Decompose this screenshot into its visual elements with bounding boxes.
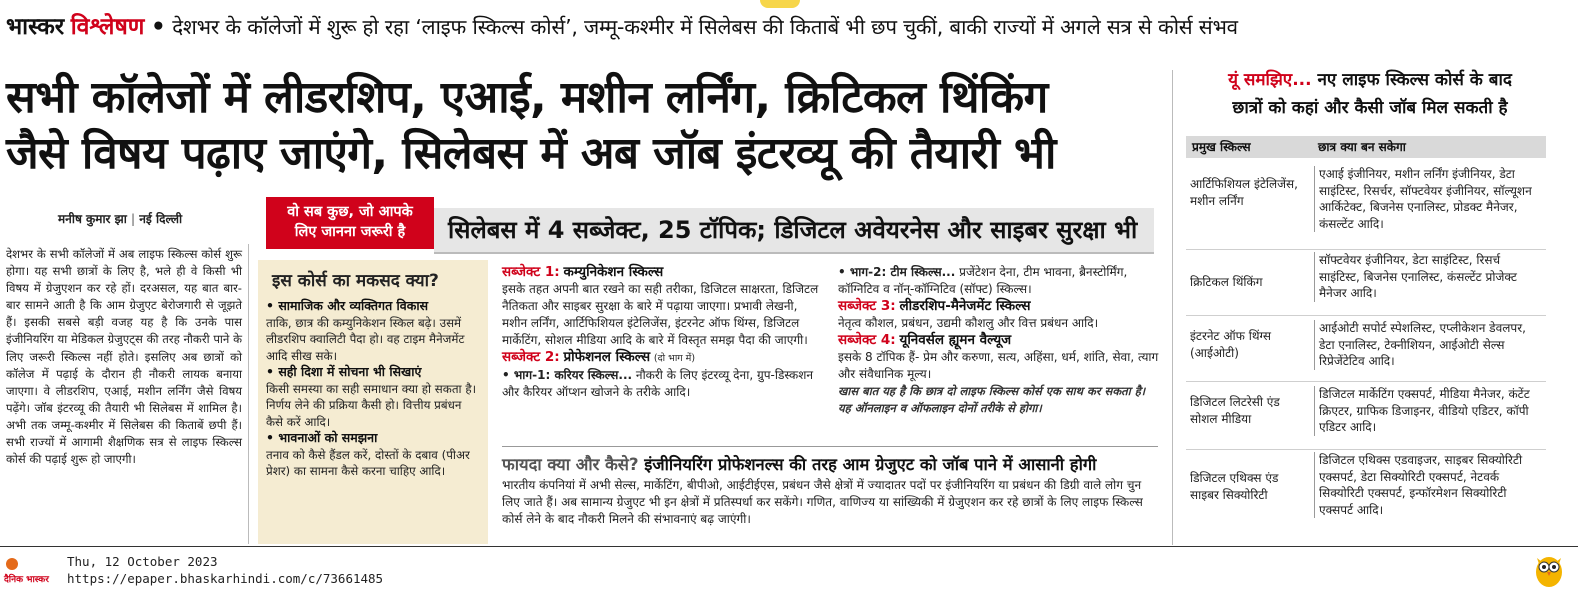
- column-divider: [248, 244, 249, 544]
- table-cell-jobs: डिजिटल मार्केटिंग एक्सपर्ट, मीडिया मैनेजर, कंटेंट क्रिएटर, ग्राफिक डिजाइनर, वीडियो एडिटर, कॉपी एडिटर आदि।: [1314, 386, 1542, 436]
- purpose-point-3-text: तनाव को कैसे हैंडल करें, दोस्तों के दबाव (पीअर प्रेशर) का सामना कैसे करना चाहिए आदि।: [266, 447, 470, 478]
- subject-1-label: सब्जेक्ट 1:: [502, 264, 560, 280]
- purpose-point-1-text: ताकि, छात्र की कम्युनिकेशन स्किल बढ़े। उसमें लीडरशिप क्वालिटी पैदा हो। वह टाइम मैनेजमेंट आदि सीख सके।: [266, 315, 465, 363]
- info-red-box: [266, 197, 434, 249]
- benefit-question: फायदा क्या और कैसे?: [502, 455, 639, 474]
- purpose-box: [258, 260, 488, 544]
- subject-4-text: इसके 8 टॉपिक हैं- प्रेम और करुणा, सत्य, अहिंसा, धर्म, शांति, सेवा, त्याग और संवैधानिक मूल्य।: [838, 350, 1159, 381]
- purpose-point-1-head: • सामाजिक और व्यक्तिगत विकास: [266, 298, 429, 313]
- benefit-section: [502, 446, 1158, 544]
- red-box-line-2: लिए जानना जरूरी है: [294, 224, 406, 240]
- subhead-bar: सिलेबस में 4 सब्जेक्ट, 25 टॉपिक; डिजिटल अवेयरनेस और साइबर सुरक्षा भी: [434, 208, 1154, 254]
- byline: [58, 210, 182, 227]
- main-headline: [6, 70, 1166, 182]
- brand-section: विश्लेषण: [70, 14, 145, 40]
- subject-2-label: सब्जेक्ट 2:: [502, 349, 560, 365]
- table-cell-skill: आर्टिफिशियल इंटेलिजेंस, मशीन लर्निंग: [1190, 177, 1298, 208]
- footer-url[interactable]: https://epaper.bhaskarhindi.com/c/73661485: [67, 571, 384, 586]
- subject-4-label: सब्जेक्ट 4:: [838, 332, 896, 348]
- byline-separator: |: [131, 212, 136, 226]
- table-cell-skill: इंटरनेट ऑफ थिंग्स (आईओटी): [1190, 329, 1271, 360]
- byline-place: नई दिल्ली: [139, 212, 183, 226]
- footer-logo: दैनिक भास्कर: [4, 575, 49, 585]
- sidebar-title-line-2: छात्रों को कहां और कैसी जॉब मिल सकती है: [1232, 98, 1508, 118]
- table-cell-skill: डिजिटल एथिक्स एंड साइबर सिक्योरिटी: [1190, 471, 1279, 502]
- table-row: [1186, 382, 1546, 450]
- subjects-column-1: [502, 264, 820, 401]
- table-row: [1186, 164, 1546, 250]
- header-line: [6, 14, 1576, 40]
- subject-1-title: कम्युनिकेशन स्किल्स: [563, 264, 664, 280]
- table-col-skills: प्रमुख स्किल्स: [1192, 140, 1251, 154]
- red-box-line-1: वो सब कुछ, जो आपके: [287, 204, 413, 220]
- table-cell-skill: डिजिटल लिटरेसी एंड सोशल मीडिया: [1190, 395, 1280, 426]
- brand-name: भास्कर: [6, 14, 65, 40]
- subject-2-title: प्रोफेशनल स्किल्स: [563, 349, 651, 365]
- purpose-title: इस कोर्स का मकसद क्या?: [272, 271, 439, 291]
- footer-rule: [0, 546, 1578, 547]
- owl-mascot-icon: [1534, 552, 1564, 588]
- table-row: [1186, 316, 1546, 382]
- table-cell-skill: क्रिटिकल थिंकिंग: [1190, 275, 1263, 289]
- part-1-text: नौकरी के लिए इंटरव्यू देना, ग्रुप-डिस्कशन और कैरियर ऑप्शन खोजने के तरीके आदि।: [502, 368, 814, 399]
- subjects-column-2: [838, 264, 1160, 417]
- table-cell-jobs: सॉफ्टवेयर इंजीनियर, डेटा साइंटिस्ट, रिसर्च साइंटिस्ट, बिजनेस एनालिस्ट, कंसल्टेंट प्रोजेक्ट मैनेजर आदि।: [1314, 252, 1542, 302]
- header-bullet: •: [150, 14, 166, 40]
- subject-1-text: इसके तहत अपनी बात रखने का सही तरीका, डिजिटल साक्षरता, डिजिटल नैतिकता और साइबर सुरक्षा के बारे में पढ़ाया जाएगा। प्रभावी लेखनी, मशीन लर्निंग, आर्टिफिशियल इंटेलिजेंस, इंटरनेट ऑफ थिंग्स, डिजिटल मार्केटिंग, सोशल मीडिया आदि के बारे में विस्तृत समझ पैदा की जाएगी।: [502, 282, 819, 347]
- table-row: [1186, 250, 1546, 316]
- footer-date: Thu, 12 October 2023: [67, 554, 218, 569]
- table-cell-jobs: आईओटी सपोर्ट स्पेशलिस्ट, एप्लीकेशन डेवलपर, डेटा एनालिस्ट, टेक्नीशियन, आईओटी सेल्स रिप्रेजेंटेटिव आदि।: [1314, 320, 1542, 370]
- table-cell-jobs: एआई इंजीनियर, मशीन लर्निंग इंजीनियर, डेटा साइंटिस्ट, रिसर्चर, सॉफ्टवेयर इंजीनियर, सॉल्यूशन आर्किटेक्ट, बिजनेस एनालिस्ट, प्रोडक्ट मैनेजर, कंसल्टेंट आदि।: [1314, 166, 1542, 232]
- purpose-point-3-head: • भावनाओं को समझना: [266, 430, 378, 445]
- sidebar-title-red: यूं समझिए...: [1228, 70, 1312, 90]
- table-col-jobs: छात्र क्या बन सकेगा: [1318, 140, 1406, 154]
- purpose-point-2-text: किसी समस्या का सही समाधान क्या हो सकता है। निर्णय लेने की प्रक्रिया कैसी हो। वित्तीय प्रबंधन कैसे करें आदि।: [266, 381, 477, 429]
- special-note: खास बात यह है कि छात्र दो लाइफ स्किल्स कोर्स एक साथ कर सकता है। यह ऑनलाइन व ऑफलाइन दोनों तरीके से होगा।: [838, 384, 1146, 415]
- headline-line-1: सभी कॉलेजों में लीडरशिप, एआई, मशीन लर्निंग, क्रिटिकल थिंकिंग: [6, 72, 1048, 123]
- logo-sun-icon: [6, 558, 18, 570]
- subject-3-title: लीडरशिप-मैनेजमेंट स्किल्स: [899, 298, 1031, 314]
- benefit-text: भारतीय कंपनियां में अभी सेल्स, मार्केटिंग, बीपीओ, आईटीईएस, प्रबंधन जैसे क्षेत्रों में ज्यादातर पदों पर इंजीनियरिंग या प्रबंधन की डिग्री वाले लोग चुन लिए जाते हैं। अब सामान्य ग्रेजुएट भी इन क्षेत्रों में प्रतिस्पर्धा कर सकेंगे। गणित, वाणिज्य या सांख्यिकी में ग्रेजुएशन कर रहे छात्रों के लिए लाइफ स्किल्स कोर्स लेने के बाद नौकरी मिलने की संभावनाएं बढ़ जाएंगी।: [502, 478, 1143, 526]
- left-column-text: देशभर के सभी कॉलेजों में अब लाइफ स्किल्स कोर्स शुरू होगा। यह सभी छात्रों के लिए है, भले ही वे किसी भी विषय में ग्रेजुएशन कर रहे हों। दरअसल, यह बात बार-बार सामने आती है कि आम ग्रेजुएट बेरोजगारी से जूझते हैं। इसकी सबसे बड़ी वजह यह है कि उनके पास इंजीनियरिंग या मेडिकल ग्रेजुएट्स की तरह नौकरी पाने के लिए जरूरी स्किल्स नहीं होते। इसलिए अब छात्रों को कॉलेज में पढ़ाई के दौरान ही नौकरी लायक बनाया जाएगा। वे लीडरशिप, एआई, मशीन लर्निंग जैसे विषय पढ़ेंगे। जॉब इंटरव्यू की तैयारी भी सिलेबस में शामिल है। अभी तक जम्मू-कश्मीर में सिलेबस की किताबें छपी हैं। सभी राज्यों में आगामी शैक्षणिक सत्र से लाइफ स्किल्स कोर्स की पढ़ाई शुरू हो जाएगी।: [6, 247, 242, 467]
- subject-2-note: (दो भाग में): [653, 353, 696, 364]
- kicker-text: देशभर के कॉलेजों में शुरू हो रहा ‘लाइफ स्किल्स कोर्स’, जम्मू-कश्मीर में सिलेबस की किताबें भी छप चुकीं, बाकी राज्यों में अगले सत्र से कोर्स संभव: [172, 15, 1238, 39]
- table-row: [1186, 450, 1546, 536]
- sun-decoration: [760, 0, 800, 8]
- subject-3-label: सब्जेक्ट 3:: [838, 298, 896, 314]
- benefit-headline: इंजीनियरिंग प्रोफेशनल्स की तरह आम ग्रेजुएट को जॉब पाने में आसानी होगी: [644, 455, 1097, 474]
- subject-4-title: यूनिवर्सल ह्यूमन वैल्यूज: [899, 332, 1012, 348]
- sidebar-divider: [1172, 70, 1173, 545]
- part-1-head: • भाग-1: करियर स्किल्स...: [502, 368, 633, 382]
- byline-author: मनीष कुमार झा: [58, 212, 127, 226]
- benefit-heading: [502, 453, 1158, 477]
- headline-line-2: जैसे विषय पढ़ाए जाएंगे, सिलेबस में अब जॉब इंटरव्यू की तैयारी भी: [6, 128, 1056, 179]
- sidebar-title-rest: नए लाइफ स्किल्स कोर्स के बाद: [1317, 70, 1512, 90]
- skills-table-header: [1186, 136, 1546, 158]
- table-cell-jobs: डिजिटल एथिक्स एडवाइजर, साइबर सिक्योरिटी एक्सपर्ट, डेटा सिक्योरिटी एक्सपर्ट, नेटवर्क सिक्योरिटी एक्सपर्ट, इन्फॉरमेशन सिक्योरिटी एक्सपर्ट आदि।: [1314, 452, 1542, 518]
- sidebar-title: [1190, 66, 1550, 122]
- part-2-text: प्रजेंटेशन देना, टीम भावना, ब्रैनस्टोर्मिंग, कॉग्निटिव व नॉन्-कॉग्निटिव (सॉफ्ट) स्किल्स।: [838, 265, 1128, 296]
- part-2-head: • भाग-2: टीम स्किल्स...: [838, 265, 956, 279]
- purpose-point-2-head: • सही दिशा में सोचना भी सिखाएं: [266, 364, 422, 379]
- subject-3-text: नेतृत्व कौशल, प्रबंधन, उद्यमी कौशलु और वित्त प्रबंधन आदि।: [838, 316, 1099, 330]
